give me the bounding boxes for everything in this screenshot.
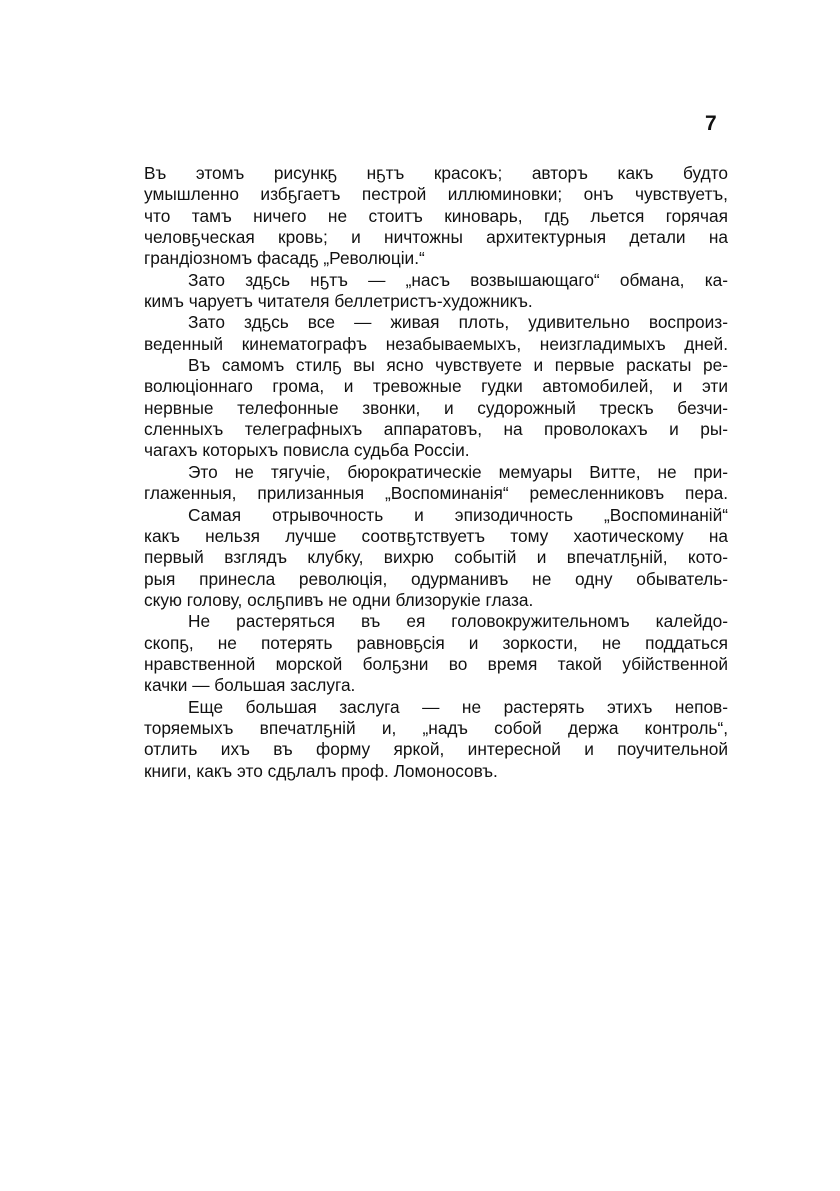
paragraph-3 <box>144 312 728 355</box>
text-line: человҕческая кровь; и ничтожны архитектурныя детали на <box>144 227 728 248</box>
text-line: Въ этомъ рисункҕ нҕтъ красокъ; авторъ какъ будто <box>144 163 728 183</box>
text-line: Еще большая заслуга — не растерять этихъ непов- <box>188 696 728 717</box>
text-line: скопҕ, не потерять равновҕсія и зоркости, не поддаться <box>144 632 728 653</box>
text-line: что тамъ ничего не стоитъ киноварь, гдҕ льется горячая <box>144 205 728 226</box>
text-line: Въ самомъ стилҕ вы ясно чувствуете и первые раскаты ре- <box>188 355 728 376</box>
text-line: Не растеряться въ ея головокружительномъ калейдо- <box>188 611 728 632</box>
text-line: веденный кинематографъ незабываемыхъ, неизгладимыхъ дней. <box>144 333 728 354</box>
body-text <box>144 163 728 782</box>
paragraph-4 <box>144 355 728 462</box>
text-line: чагахъ которыхъ повисла судьба Россіи. <box>144 440 470 461</box>
text-line: книги, какъ это сдҕлалъ проф. Ломоносовъ. <box>144 760 498 781</box>
text-line: отлить ихъ въ форму яркой, интересной и поучительной <box>144 739 728 760</box>
text-line: скую голову, ослҕпивъ не одни близорукіе глаза. <box>144 589 534 610</box>
paragraph-2 <box>144 270 728 313</box>
text-line: Самая отрывочность и эпизодичность „Воспоминаній“ <box>188 504 728 525</box>
text-line: Зато здҕсь нҕтъ — „насъ возвышающаго“ обмана, ка- <box>188 269 728 290</box>
paragraph-7 <box>144 611 728 696</box>
paragraph-6 <box>144 505 728 612</box>
text-line: грандіозномъ фасадҕ „Революціи.“ <box>144 248 425 269</box>
paragraph-8 <box>144 697 728 782</box>
text-line: кимъ чаруетъ читателя беллетристъ-художникъ. <box>144 291 533 312</box>
text-line: рыя принесла революція, одурманивъ не одну обыватель- <box>144 568 728 589</box>
paragraph-1 <box>144 163 728 270</box>
paragraph-5 <box>144 462 728 505</box>
text-line: волюціоннаго грома, и тревожные гудки автомобилей, и эти <box>144 376 728 397</box>
page-number: 7 <box>705 112 717 135</box>
text-line: первый взглядъ клубку, вихрю событій и впечатлҕній, кото- <box>144 547 728 568</box>
text-line: торяемыхъ впечатлҕній и, „надъ собой держа контроль“, <box>144 717 728 738</box>
text-line: какъ нельзя лучше соотвҕтствуетъ тому хаотическому на <box>144 525 728 546</box>
text-line: нравственной морской болҕзни во время такой убійственной <box>144 653 728 674</box>
text-line: умышленно избҕгаетъ пестрой иллюминовки; онъ чувствуетъ, <box>144 184 728 205</box>
text-line: Это не тягучіе, бюрократическіе мемуары Витте, не при- <box>188 461 728 482</box>
text-line: Зато здҕсь все — живая плоть, удивительно воспроиз- <box>188 312 728 333</box>
text-line: качки — большая заслуга. <box>144 675 356 696</box>
text-line: сленныхъ телеграфныхъ аппаратовъ, на проволокахъ и ры- <box>144 419 728 440</box>
text-line: нервные телефонные звонки, и судорожный трескъ безчи- <box>144 397 728 418</box>
text-line: глаженныя, прилизанныя „Воспоминанія“ ремесленниковъ пера. <box>144 483 728 504</box>
